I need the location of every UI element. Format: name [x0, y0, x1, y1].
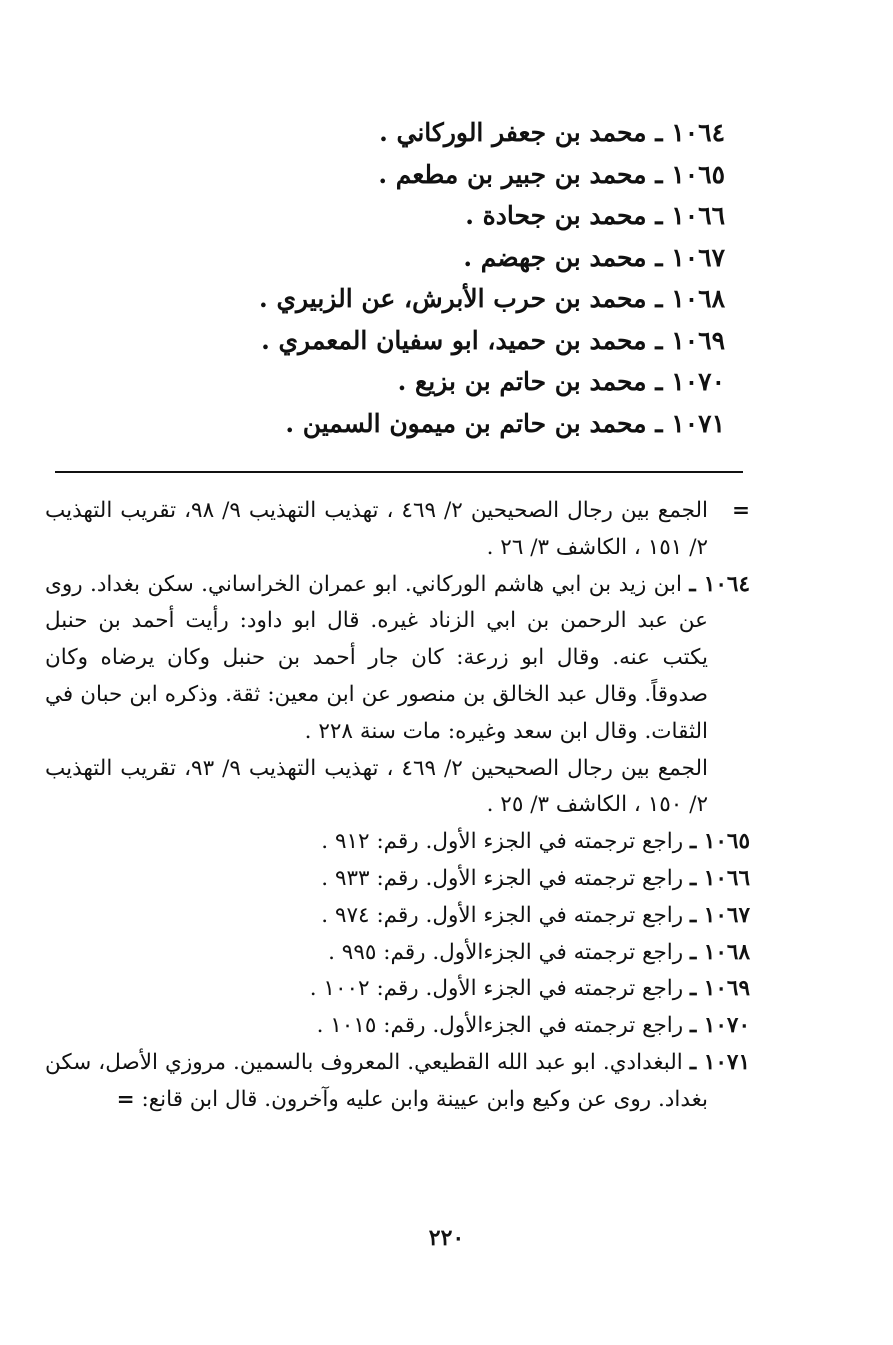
footnote-number: ١٠٦٤ ـ — [689, 571, 750, 597]
footnote-1064-refs: الجمع بين رجال الصحيحين ٢/ ٤٦٩ ، تهذيب التهذيب ٩/ ٩٣، تقريب التهذيب ٢/ ١٥٠ ، الكاشف ٣/ ٢٥ . — [45, 755, 709, 818]
footnote-text: الجمع بين رجال الصحيحين ٢/ ٤٦٩ ، تهذيب التهذيب ٩/ ٩٨، تقريب التهذيب ٢/ ١٥١ ، الكاشف ٣/ ٢٦ . — [45, 498, 709, 560]
footnote-1066 — [45, 861, 750, 898]
footnote-number: ١٠٦٥ ـ — [690, 829, 750, 855]
continuation-marker: = — [731, 498, 750, 523]
footnote-1065 — [45, 824, 750, 861]
footnote-text: راجع ترجمته في الجزء الأول. رقم: ٩٣٣ . — [321, 865, 684, 891]
footnote-1070 — [45, 1008, 750, 1045]
page-number: ٢٢٠ — [428, 1225, 465, 1251]
footnote-text: ابن زيد بن ابي هاشم الوركاني. ابو عمران الخراساني. سكن بغداد. روى عن عبد الرحمن بن ابي الزناد غيره. قال ابو داود: رأيت أحمد بن حنبل يكتب عنه. وقال ابو زرعة: كان جار أحمد بن حنبل وكان يرضاه وكان صدوقاً. وقال عبد الخالق بن منصور عن ابن معين: ثقة. وذكره ابن حبان في الثقات. وقال ابن سعد وغيره: مات سنة ٢٢٨ . — [45, 571, 708, 744]
entry-1068: ١٠٦٨ ـ محمد بن حرب الأبرش، عن الزبيري . — [259, 284, 725, 313]
entry-1071: ١٠٧١ ـ محمد بن حاتم بن ميمون السمين . — [285, 408, 725, 438]
footnote-separator — [55, 471, 743, 473]
entry-1069: ١٠٦٩ ـ محمد بن حميد، ابو سفيان المعمري . — [261, 325, 725, 355]
footnotes — [45, 493, 750, 1119]
footnote-1069 — [45, 971, 750, 1008]
footnote-number: ١٠٦٦ ـ — [690, 865, 750, 891]
footnote-number: ١٠٦٧ ـ — [690, 902, 750, 928]
footnote-number: ١٠٧١ ـ — [689, 1049, 750, 1075]
footnote-text: البغدادي. ابو عبد الله القطيعي. المعروف بالسمين. مروزي الأصل، سكن بغداد. روى عن وكيع وابن عيينة وابن عليه وآخرون. قال ابن قانع: — [45, 1049, 708, 1112]
footnote-1067 — [45, 898, 750, 935]
continuation-marker: = — [116, 1086, 135, 1112]
footnote-1071 — [45, 1045, 750, 1119]
footnote-number: ١٠٦٨ ـ — [690, 939, 750, 965]
entry-1066: ١٠٦٦ ـ محمد بن جحادة . — [465, 201, 725, 230]
entry-1065: ١٠٦٥ ـ محمد بن جبير بن مطعم . — [378, 159, 725, 189]
footnote-text: راجع ترجمته في الجزءالأول. رقم: ٩٩٥ . — [328, 939, 684, 965]
entry-1064: ١٠٦٤ ـ محمد بن جعفر الوركاني . — [379, 118, 725, 147]
footnote-text: راجع ترجمته في الجزء الأول. رقم: ١٠٠٢ . — [309, 976, 684, 1002]
footnote-text: راجع ترجمته في الجزءالأول. رقم: ١٠١٥ . — [316, 1013, 684, 1039]
footnote-text: راجع ترجمته في الجزء الأول. رقم: ٩١٢ . — [321, 829, 684, 855]
footnote-1064 — [45, 567, 750, 751]
footnote-1068 — [45, 935, 750, 972]
footnote-text: راجع ترجمته في الجزء الأول. رقم: ٩٧٤ . — [321, 902, 684, 928]
entry-1067: ١٠٦٧ ـ محمد بن جهضم . — [463, 242, 725, 272]
footnote-number: ١٠٦٩ ـ — [690, 976, 750, 1002]
entry-1070: ١٠٧٠ ـ محمد بن حاتم بن بزيع . — [397, 367, 725, 396]
footnote-number: ١٠٧٠ ـ — [690, 1013, 750, 1039]
entry-list — [150, 112, 725, 444]
footnote-continued — [45, 493, 750, 567]
